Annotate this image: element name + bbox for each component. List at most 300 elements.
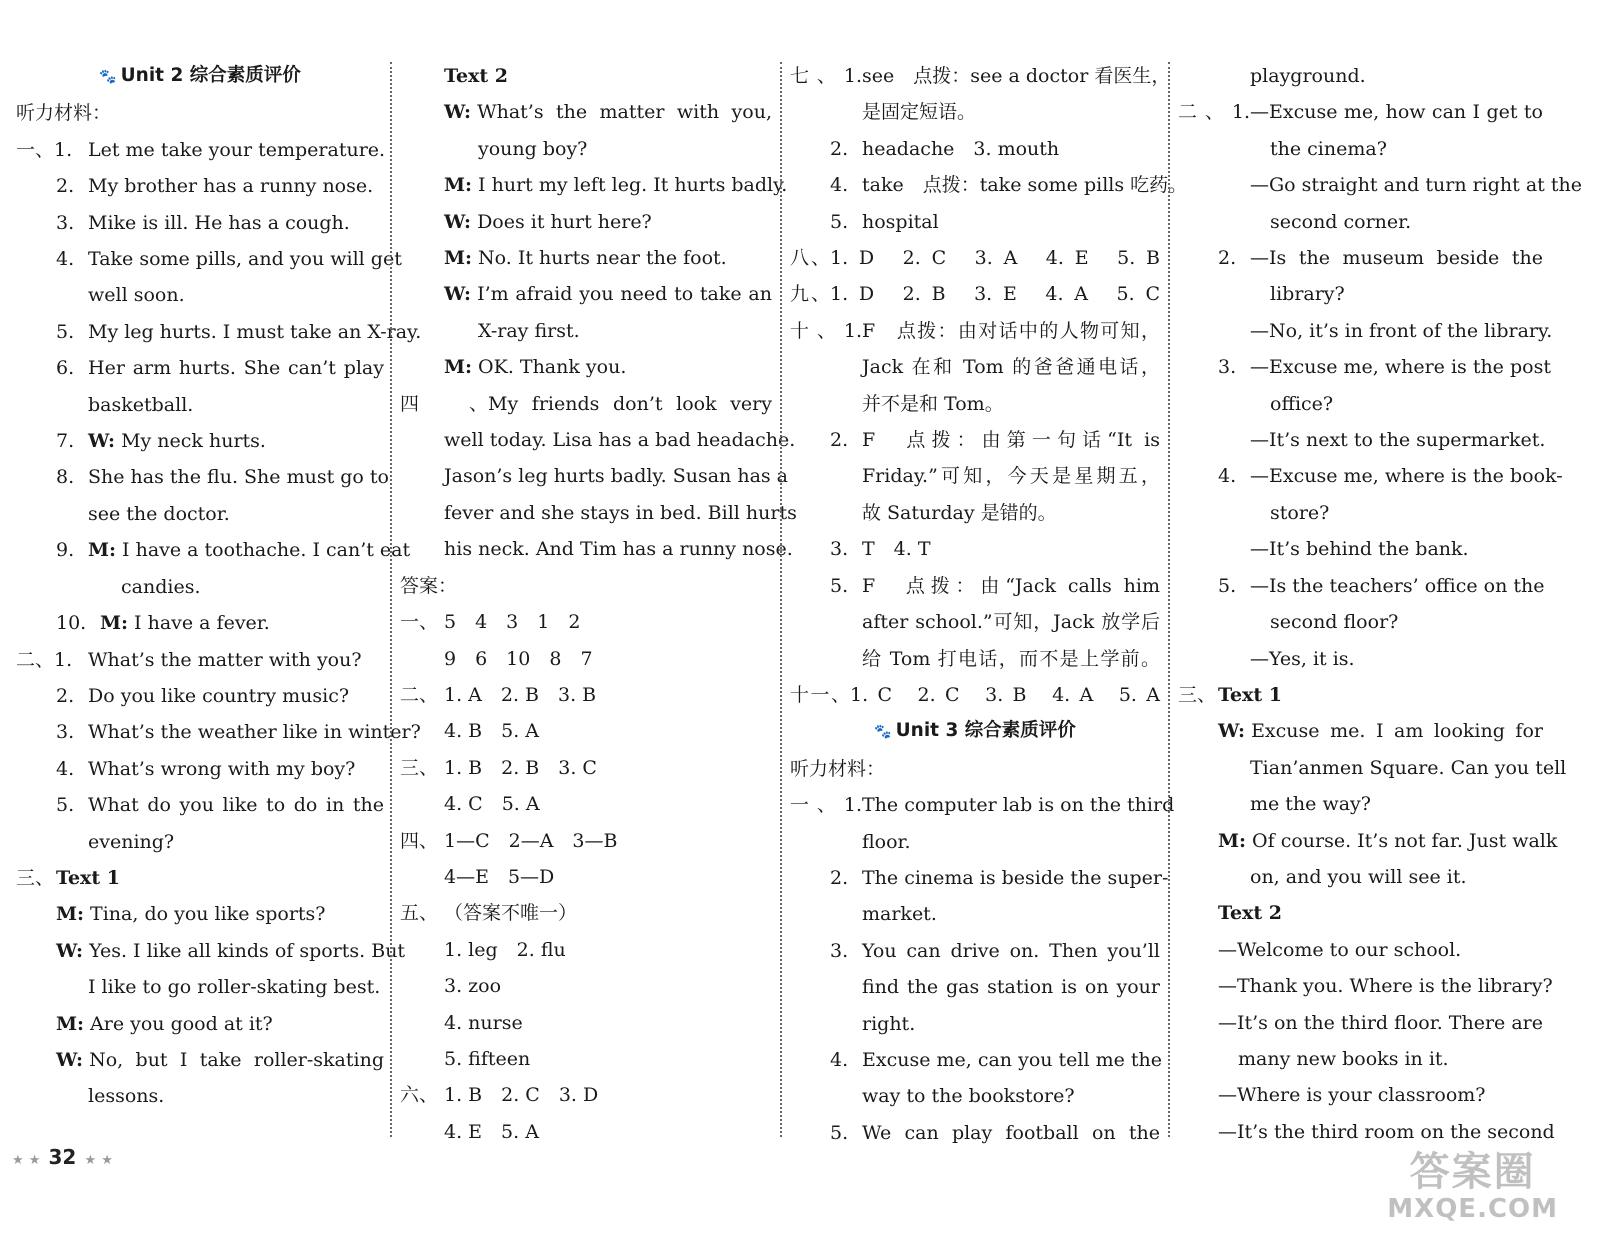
- text-line: [790, 568, 1160, 604]
- line-text: OK. Thank you.: [478, 356, 627, 379]
- continuation-line: [1178, 422, 1546, 458]
- line-text: What’s the matter with you?: [88, 648, 362, 671]
- line-text: floor.: [862, 830, 911, 853]
- continuation-line: [16, 1078, 384, 1114]
- line-text: The computer lab is on the third: [862, 794, 1175, 817]
- line-text: I’m afraid you need to take an: [477, 283, 772, 306]
- line-text: Tina, do you like sports?: [90, 903, 326, 926]
- continuation-line: [1178, 932, 1543, 968]
- continuation-line: [16, 969, 384, 1005]
- line-text: —Excuse me, where is the post: [1250, 356, 1551, 379]
- continuation-line: [1178, 495, 1543, 531]
- item-number: 3.: [56, 721, 75, 744]
- line-text: T 4. T: [862, 538, 931, 561]
- text-line: [790, 860, 1169, 896]
- item-number: 2.: [830, 429, 849, 452]
- text-line: [16, 605, 384, 641]
- text-line: [400, 386, 772, 422]
- line-text: well today. Lisa has a bad headache.: [444, 429, 796, 452]
- line-text: 1. B 2. B 3. C: [444, 756, 597, 779]
- continuation-line: [400, 859, 772, 895]
- item-number: 九、: [790, 283, 830, 306]
- speaker-label: M:: [56, 903, 85, 926]
- text-line: [790, 933, 1160, 969]
- column-divider: [390, 62, 392, 1137]
- line-text: 4—E 5—D: [444, 865, 555, 888]
- line-text: well soon.: [88, 284, 185, 307]
- text-line: [16, 132, 384, 168]
- line-text: I like to go roller-skating best.: [88, 976, 381, 999]
- text-line: [790, 422, 1160, 458]
- text-line: [790, 204, 1160, 240]
- item-number: 4.: [830, 174, 849, 197]
- heading-text: Unit 3 综合素质评价: [895, 720, 1076, 742]
- line-text: Tian’anmen Square. Can you tell: [1250, 756, 1567, 779]
- line-text: 5 4 3 1 2: [444, 611, 581, 634]
- line-text: second floor?: [1270, 611, 1399, 634]
- column-2: [400, 58, 797, 1158]
- line-text: —Excuse me, how can I get to: [1250, 101, 1543, 124]
- continuation-line: [1178, 1041, 1543, 1077]
- line-text: We can play football on the: [862, 1121, 1160, 1144]
- text-line: [400, 895, 772, 931]
- item-number: 4.: [1218, 465, 1237, 488]
- speaker-label: M:: [1218, 829, 1247, 852]
- item-number: 七、1.: [790, 65, 862, 87]
- line-text: 1. C 2. C 3. B 4. A 5. A: [850, 683, 1160, 706]
- item-number: 10.: [56, 612, 87, 635]
- watermark: [1387, 1149, 1558, 1224]
- line-text: My friends don’t look very: [488, 392, 772, 415]
- line-text: 是固定短语。: [862, 101, 977, 124]
- text-line: [16, 532, 411, 568]
- line-text: F 点拨：由对话中的人物可知，: [862, 319, 1160, 342]
- text-line: [790, 131, 1160, 167]
- line-text: What’s the matter with you,: [477, 101, 772, 124]
- speaker-label: M:: [100, 612, 129, 635]
- line-text: Let me take your temperature.: [88, 138, 386, 161]
- continuation-line: [16, 496, 384, 532]
- line-text: No. It hurts near the foot.: [478, 247, 727, 270]
- line-text: I hurt my left leg. It hurts badly.: [478, 174, 788, 197]
- continuation-line: [1178, 1114, 1555, 1150]
- continuation-line: [16, 387, 384, 423]
- text-line: [16, 860, 384, 896]
- continuation-line: [790, 641, 1160, 677]
- item-number: 3.: [830, 939, 849, 962]
- line-text: My brother has a runny nose.: [88, 175, 374, 198]
- text-line: [400, 823, 772, 859]
- line-text: 故 Saturday 是错的。: [862, 501, 1057, 524]
- continuation-line: [790, 604, 1160, 640]
- line-text: store?: [1270, 501, 1330, 524]
- item-number: 5.: [830, 210, 849, 233]
- line-text: 1. D 2. C 3. A 4. E 5. B: [830, 247, 1160, 270]
- section-heading: [790, 713, 1160, 750]
- line-text: Do you like country music?: [88, 684, 350, 707]
- line-text: way to the bookstore?: [862, 1085, 1075, 1108]
- item-number: 3.: [830, 538, 849, 561]
- line-text: 9 6 10 8 7: [444, 647, 593, 670]
- text-line: [16, 205, 384, 241]
- text-line: [16, 896, 384, 932]
- line-text: second corner.: [1270, 210, 1412, 233]
- text-line: [1178, 677, 1543, 713]
- line-text: 1. leg 2. flu: [444, 938, 566, 961]
- line-text: —Where is your classroom?: [1218, 1084, 1486, 1107]
- line-text: She has the flu. She must go to: [88, 466, 389, 489]
- continuation-line: [400, 786, 772, 822]
- line-text: No, but I take roller-skating: [89, 1048, 384, 1071]
- line-text: 3. zoo: [444, 975, 502, 998]
- line-text: Her arm hurts. She can’t play: [88, 357, 384, 380]
- section-heading: [16, 58, 384, 95]
- star-icon: ★: [101, 1153, 113, 1168]
- text-line: [400, 1077, 772, 1113]
- continuation-line: [1178, 750, 1567, 786]
- item-number: 四、: [400, 392, 488, 415]
- continuation-line: [16, 824, 384, 860]
- text-line: [16, 241, 402, 277]
- continuation-line: [16, 277, 384, 313]
- line-text: —No, it’s in front of the library.: [1250, 319, 1553, 342]
- line-text: 并不是和 Tom。: [862, 392, 1004, 415]
- line-text: I have a fever.: [134, 612, 270, 635]
- text-line: [400, 167, 788, 203]
- continuation-line: [400, 968, 772, 1004]
- line-text: lessons.: [88, 1085, 165, 1108]
- line-text: The cinema is beside the super-: [862, 866, 1169, 889]
- line-text: the cinema?: [1270, 137, 1387, 160]
- line-text: take 点拨：take some pills 吃药。: [862, 174, 1188, 197]
- line-text: find the gas station is on your: [862, 976, 1160, 999]
- line-text: —It’s behind the bank.: [1250, 538, 1469, 561]
- continuation-line: [1178, 131, 1543, 167]
- continuation-line: [400, 313, 772, 349]
- item-number: 五、: [400, 902, 439, 925]
- text-line: [16, 314, 422, 350]
- item-number: 5.: [830, 1121, 849, 1144]
- line-text: young boy?: [478, 137, 588, 160]
- line-text: 5. fifteen: [444, 1047, 531, 1070]
- line-text: 4. E 5. A: [444, 1120, 539, 1143]
- page-footer: [12, 1145, 113, 1169]
- continuation-line: [790, 1078, 1160, 1114]
- text-line: [400, 604, 772, 640]
- speaker-label: W:: [56, 1048, 84, 1071]
- line-text: hospital: [862, 210, 939, 233]
- line-text: —Excuse me, where is the book-: [1250, 465, 1563, 488]
- line-text: Excuse me. I am looking for: [1251, 720, 1543, 743]
- continuation-line: [400, 495, 797, 531]
- line-text: basketball.: [88, 393, 194, 416]
- item-number: 6.: [56, 357, 75, 380]
- line-text: Text 1: [1218, 683, 1282, 706]
- text-line: [790, 167, 1188, 203]
- item-number: 十、1.: [790, 319, 862, 342]
- item-number: 一、1.: [16, 138, 73, 161]
- line-text: Text 1: [56, 866, 120, 889]
- text-line: [400, 276, 772, 312]
- speaker-label: M:: [444, 247, 473, 270]
- text-line: [790, 276, 1160, 312]
- item-number: 三、: [400, 756, 439, 779]
- section-label: 答案：: [400, 574, 458, 597]
- item-number: 4.: [56, 757, 75, 780]
- continuation-line: [1178, 276, 1543, 312]
- continuation-line: [790, 896, 1160, 932]
- continuation-line: [790, 386, 1160, 422]
- line-text: Of course. It’s not far. Just walk: [1252, 829, 1558, 852]
- line-text: office?: [1270, 392, 1334, 415]
- text-line: [16, 168, 384, 204]
- line-text: playground.: [1250, 65, 1366, 87]
- line-text: Excuse me, can you tell me the: [862, 1048, 1163, 1071]
- line-text: Jason’s leg hurts badly. Susan has a: [444, 465, 789, 488]
- continuation-line: [790, 824, 1160, 860]
- text-line: [400, 240, 772, 276]
- text-line: [1178, 349, 1551, 385]
- section-label: 听力材料：: [790, 757, 886, 780]
- speaker-label: M:: [88, 539, 117, 562]
- line-text: I have a toothache. I can’t eat: [122, 539, 411, 562]
- column-divider: [1168, 62, 1170, 1137]
- continuation-line: [790, 94, 1160, 130]
- continuation-line: [400, 458, 789, 494]
- continuation-line: [1178, 167, 1582, 203]
- continuation-line: [1178, 968, 1553, 1004]
- item-number: 9.: [56, 539, 75, 562]
- text-line: [16, 933, 406, 969]
- line-text: What’s the weather like in winter?: [88, 721, 421, 744]
- line-text: candies.: [121, 575, 201, 598]
- text-line: [790, 1115, 1160, 1151]
- continuation-line: [16, 569, 384, 605]
- line-text: Friday.”可知，今天是星期五，: [862, 465, 1160, 488]
- line-text: many new books in it.: [1238, 1047, 1449, 1070]
- continuation-line: [1178, 641, 1543, 677]
- speaker-label: M:: [56, 1012, 85, 1035]
- star-icon: ★: [84, 1153, 97, 1168]
- line-text: library?: [1270, 283, 1345, 306]
- star-icon: ★: [28, 1153, 41, 1168]
- line-text: —Go straight and turn right at the: [1250, 174, 1582, 197]
- continuation-line: [400, 422, 796, 458]
- line-text: Mike is ill. He has a cough.: [88, 211, 350, 234]
- text-line: [1178, 458, 1563, 494]
- text-line: [790, 787, 1175, 823]
- column-1: [16, 58, 422, 1158]
- item-number: 4.: [56, 248, 75, 271]
- speaker-label: W:: [88, 430, 116, 453]
- text-line: [1178, 895, 1543, 931]
- text-line: [400, 204, 772, 240]
- line-text: Text 2: [444, 65, 508, 87]
- line-text: —It’s next to the supermarket.: [1250, 429, 1546, 452]
- text-line: [16, 459, 389, 495]
- line-text: You can drive on. Then you’ll: [862, 939, 1160, 962]
- line-text: My neck hurts.: [121, 430, 266, 453]
- continuation-line: [400, 713, 772, 749]
- star-icon: ★: [12, 1153, 24, 1168]
- item-number: 2.: [830, 866, 849, 889]
- continuation-line: [1178, 1005, 1543, 1041]
- item-number: 3.: [1218, 356, 1237, 379]
- line-text: X-ray first.: [478, 319, 580, 342]
- continuation-line: [790, 1006, 1160, 1042]
- line-text: evening?: [88, 830, 175, 853]
- watermark-logo-text: 答案圈: [1409, 1149, 1536, 1195]
- line-text: 1. B 2. C 3. D: [444, 1084, 599, 1107]
- watermark-url: MXQE.COM: [1387, 1194, 1558, 1224]
- continuation-line: [790, 969, 1160, 1005]
- item-number: 2.: [56, 175, 75, 198]
- line-text: 1—C 2—A 3—B: [444, 829, 618, 852]
- line-text: market.: [862, 903, 937, 926]
- text-line: [790, 58, 1171, 94]
- text-line: [16, 751, 384, 787]
- heading-text: Unit 2 综合素质评价: [120, 65, 301, 86]
- line-text: Does it hurt here?: [477, 210, 652, 233]
- item-number: 8.: [56, 466, 75, 489]
- continuation-line: [1178, 386, 1543, 422]
- column-4: [1178, 58, 1582, 1158]
- line-text: —Is the teachers’ office on the: [1250, 574, 1545, 597]
- line-text: after school.”可知，Jack 放学后: [862, 611, 1160, 634]
- text-line: [1178, 713, 1543, 749]
- text-line: [400, 750, 772, 786]
- text-line: [16, 1006, 384, 1042]
- text-line: [16, 787, 384, 823]
- page-number: 32: [48, 1145, 77, 1169]
- text-line: [790, 313, 1160, 349]
- continuation-line: [400, 1005, 772, 1041]
- column-3: [790, 58, 1188, 1158]
- text-line: [16, 1042, 384, 1078]
- text-line: [16, 642, 384, 678]
- line-text: on, and you will see it.: [1250, 865, 1467, 888]
- item-number: 八、: [790, 247, 830, 270]
- item-number: 5.: [56, 794, 75, 817]
- line-text: —It’s the third room on the second: [1218, 1120, 1555, 1143]
- line-text: My leg hurts. I must take an X-ray.: [88, 320, 422, 343]
- line-text: F 点拨：由“Jack calls him: [862, 574, 1160, 597]
- text-line: [400, 677, 772, 713]
- line-text: —Welcome to our school.: [1218, 938, 1462, 961]
- text-line: [1178, 94, 1543, 130]
- item-number: 十一、: [790, 683, 850, 706]
- line-text: What do you like to do in the: [88, 794, 384, 817]
- line-text: me the way?: [1250, 793, 1371, 816]
- line-text: 1. A 2. B 3. B: [444, 683, 597, 706]
- item-number: 2.: [1218, 247, 1237, 270]
- text-line: [400, 94, 772, 130]
- line-text: F 点拨：由第一句话“It is: [862, 429, 1160, 452]
- item-number: 三、: [16, 866, 55, 889]
- speaker-label: M:: [444, 356, 473, 379]
- line-text: right.: [862, 1012, 916, 1035]
- line-text: Jack 在和 Tom 的爸爸通电话，: [862, 356, 1160, 379]
- continuation-line: [400, 932, 772, 968]
- line-text: Take some pills, and you will get: [88, 248, 402, 271]
- paw-icon: 🐾: [874, 724, 892, 741]
- line-text: 给 Tom 打电话，而不是上学前。: [862, 647, 1160, 670]
- text-line: [16, 423, 384, 459]
- item-number: 一、1.: [790, 794, 862, 817]
- line-text: —It’s on the third floor. There are: [1218, 1011, 1543, 1034]
- continuation-line: [1178, 58, 1543, 94]
- continuation-line: [400, 531, 793, 567]
- item-number: 六、: [400, 1084, 439, 1107]
- continuation-line: [1178, 1077, 1543, 1113]
- text-line: [1178, 823, 1558, 859]
- line-text: 4. C 5. A: [444, 793, 540, 816]
- continuation-line: [400, 1114, 772, 1150]
- continuation-line: [790, 349, 1160, 385]
- speaker-label: W:: [56, 939, 84, 962]
- line-text: （答案不唯一）: [444, 902, 578, 925]
- line-text: 1. D 2. B 3. E 4. A 5. C: [830, 283, 1160, 306]
- item-number: 2.: [830, 137, 849, 160]
- line-text: —Yes, it is.: [1250, 647, 1355, 670]
- continuation-line: [790, 458, 1160, 494]
- text-line: [790, 677, 1160, 713]
- continuation-line: [1178, 604, 1543, 640]
- continuation-line: [400, 131, 772, 167]
- line-text: —Thank you. Where is the library?: [1218, 975, 1553, 998]
- continuation-line: [1178, 786, 1543, 822]
- text-line: [400, 58, 772, 94]
- item-number: 5.: [56, 320, 75, 343]
- item-number: 二、: [400, 683, 439, 706]
- speaker-label: W:: [444, 283, 472, 306]
- line-text: see 点拨：see a doctor 看医生，: [862, 65, 1171, 87]
- line-text: Are you good at it?: [90, 1012, 273, 1035]
- text-line: [16, 350, 384, 386]
- continuation-line: [1178, 859, 1543, 895]
- item-number: 二、1.: [16, 648, 73, 671]
- line-text: fever and she stays in bed. Bill hurts: [444, 501, 797, 524]
- text-line: [16, 714, 421, 750]
- line-text: What’s wrong with my boy?: [88, 757, 356, 780]
- continuation-line: [400, 641, 772, 677]
- speaker-label: M:: [444, 174, 473, 197]
- text-line: [1178, 568, 1543, 604]
- line-text: his neck. And Tim has a runny nose.: [444, 538, 793, 561]
- section-label: 听力材料：: [16, 102, 112, 125]
- item-number: 四、: [400, 829, 439, 852]
- column-divider: [780, 62, 782, 1137]
- continuation-line: [1178, 531, 1543, 567]
- text-line: [790, 1042, 1163, 1078]
- speaker-label: W:: [1218, 720, 1246, 743]
- item-number: 4.: [830, 1048, 849, 1071]
- item-number: 5.: [830, 574, 849, 597]
- continuation-line: [1178, 204, 1543, 240]
- speaker-label: W:: [444, 210, 472, 233]
- line-text: 4. B 5. A: [444, 720, 540, 743]
- continuation-line: [790, 495, 1160, 531]
- continuation-line: [400, 1041, 772, 1077]
- line-text: Yes. I like all kinds of sports. But: [89, 939, 406, 962]
- line-text: see the doctor.: [88, 502, 230, 525]
- item-number: 3.: [56, 211, 75, 234]
- speaker-label: W:: [444, 101, 472, 124]
- text-line: [1178, 240, 1543, 276]
- text-line: [790, 240, 1160, 276]
- continuation-line: [1178, 313, 1553, 349]
- item-number: 5.: [1218, 574, 1237, 597]
